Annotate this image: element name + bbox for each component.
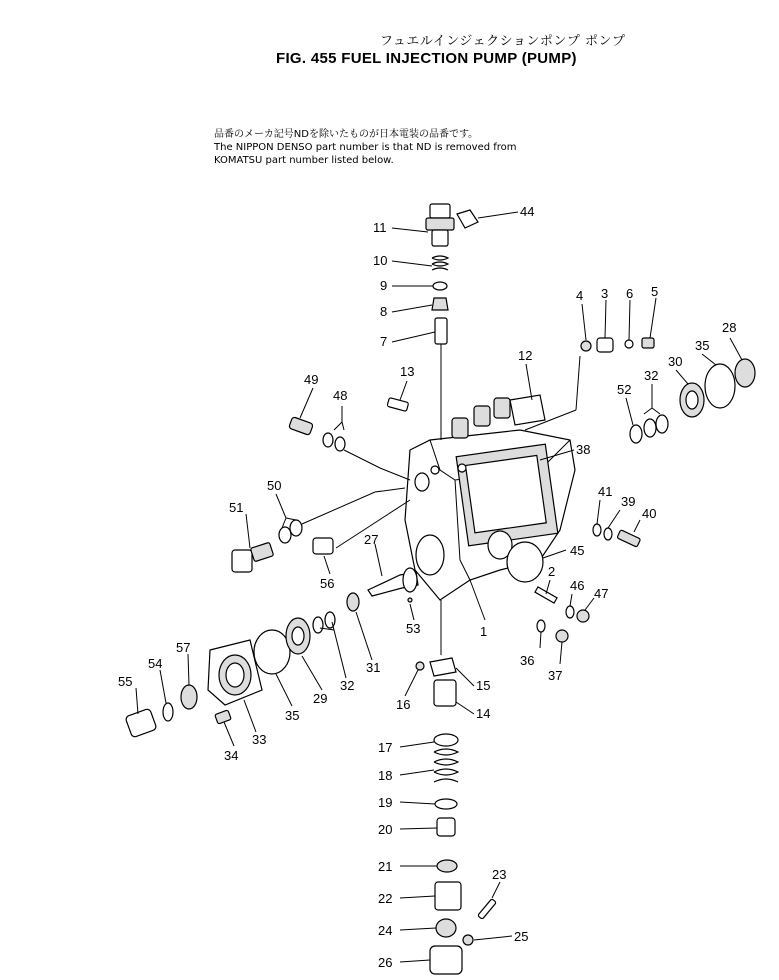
callout-31: 31 xyxy=(366,660,381,675)
callout-11: 11 xyxy=(373,220,387,235)
callout-21: 21 xyxy=(378,859,393,874)
callout-9: 9 xyxy=(380,278,388,293)
figure-title: FIG. 455 FUEL INJECTION PUMP (PUMP) xyxy=(276,50,577,67)
note-japanese: 品番のメーカ記号NDを除いたものが日本電装の品番です。 xyxy=(214,129,479,140)
callout-28: 28 xyxy=(722,320,737,335)
callout-38: 38 xyxy=(576,442,591,457)
note-english-line-2: KOMATSU part number listed below. xyxy=(214,155,394,166)
left-upper-parts xyxy=(289,398,409,451)
callout-12: 12 xyxy=(518,348,533,363)
callout-46: 46 xyxy=(570,578,585,593)
callout-26: 26 xyxy=(378,955,393,970)
callout-10: 10 xyxy=(373,253,388,268)
callout-23: 23 xyxy=(492,867,507,882)
callout-54: 54 xyxy=(148,656,163,671)
callout-24: 24 xyxy=(378,923,393,938)
callout-18: 18 xyxy=(378,768,393,783)
note-english-line-1: The NIPPON DENSO part number is that ND is removed from xyxy=(214,142,517,153)
callout-17: 17 xyxy=(378,740,393,755)
callout-35-right: 35 xyxy=(695,338,710,353)
callout-33: 33 xyxy=(252,732,267,747)
callout-57: 57 xyxy=(176,640,191,655)
callout-labels xyxy=(118,204,736,970)
callout-3: 3 xyxy=(601,286,609,301)
callout-4: 4 xyxy=(576,288,584,303)
japanese-title: フュエルインジェクションポンプ ポンプ xyxy=(380,34,626,49)
bottom-center-stack xyxy=(416,600,496,974)
callout-51: 51 xyxy=(229,500,244,515)
callout-22: 22 xyxy=(378,891,393,906)
callout-34: 34 xyxy=(224,748,239,763)
callout-32-right: 32 xyxy=(644,368,659,383)
callout-25: 25 xyxy=(514,929,529,944)
callout-27: 27 xyxy=(364,532,379,547)
callout-56: 56 xyxy=(320,576,335,591)
callout-48: 48 xyxy=(333,388,348,403)
callout-30: 30 xyxy=(668,354,683,369)
callout-19: 19 xyxy=(378,795,393,810)
callout-29: 29 xyxy=(313,691,328,706)
callout-8: 8 xyxy=(380,304,388,319)
callout-5: 5 xyxy=(651,284,659,299)
top-parts xyxy=(426,204,478,440)
callout-20: 20 xyxy=(378,822,393,837)
callout-36: 36 xyxy=(520,653,535,668)
callout-1: 1 xyxy=(480,624,488,639)
callout-40: 40 xyxy=(642,506,657,521)
callout-47: 47 xyxy=(594,586,609,601)
callout-50: 50 xyxy=(267,478,282,493)
callout-52: 52 xyxy=(617,382,632,397)
callout-7: 7 xyxy=(380,334,388,349)
delivery-valve-holders xyxy=(452,395,545,438)
callout-55: 55 xyxy=(118,674,133,689)
callout-37: 37 xyxy=(548,668,563,683)
callout-16: 16 xyxy=(396,697,411,712)
callout-14: 14 xyxy=(476,706,491,721)
callout-13: 13 xyxy=(400,364,415,379)
callout-44: 44 xyxy=(520,204,535,219)
callout-15: 15 xyxy=(476,678,491,693)
callout-41: 41 xyxy=(598,484,613,499)
callout-32-left: 32 xyxy=(340,678,355,693)
callout-39: 39 xyxy=(621,494,636,509)
callout-35-left: 35 xyxy=(285,708,300,723)
callout-53: 53 xyxy=(406,621,421,636)
callout-49: 49 xyxy=(304,372,319,387)
callout-2: 2 xyxy=(548,564,556,579)
callout-45: 45 xyxy=(570,543,585,558)
callout-6: 6 xyxy=(626,286,634,301)
